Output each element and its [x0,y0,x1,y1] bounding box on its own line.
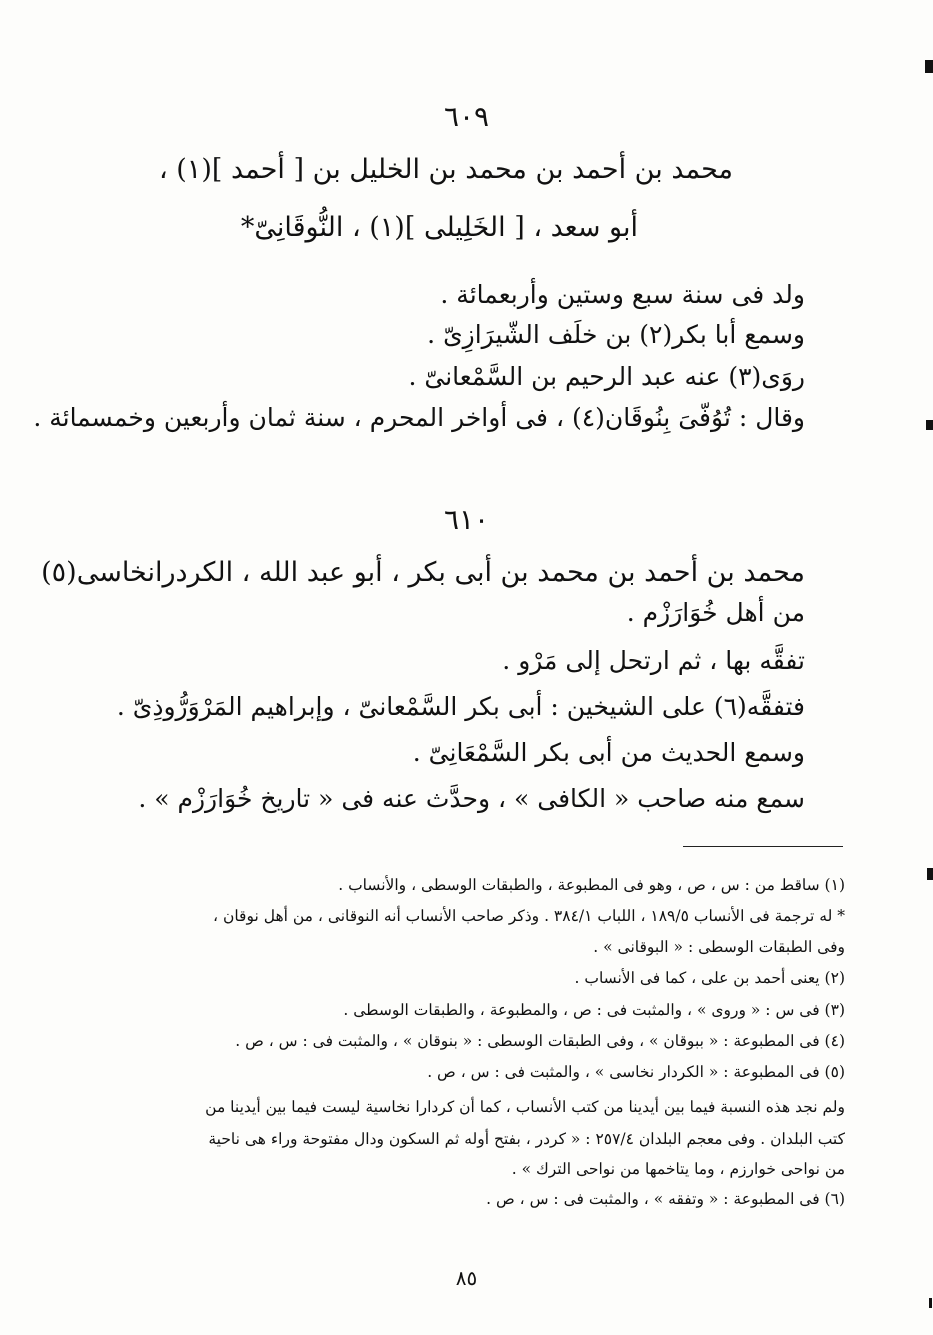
footnote: (٥) فى المطبوعة : « الكردار نخاسى » ، والمثبت فى : س ، ص . [427,1063,845,1081]
entry-609-heading-line2: أبو سعد ، [ الخَلِيلى ](١) ، النُّوقَانِىّ* [240,212,638,243]
scan-mark [926,420,933,430]
entry-609-heading-line1: محمد بن أحمد بن محمد بن الخليل بن [ أحمد ](١) ، [158,154,733,185]
entry-number-609: ٦٠٩ [443,100,490,133]
entry-609-line: ولد فى سنة سبع وستين وأربعمائة . [440,280,805,309]
footnote: من نواحى خوارزم ، وما يتاخمها من نواحى الترك » . [511,1160,845,1178]
entry-610-line: سمع منه صاحب « الكافى » ، وحدَّث عنه فى « تاريخ خُوَارَزْم » . [138,784,805,813]
footnote: كتب البلدان . وفى معجم البلدان ٢٥٧/٤ : « كردر ، بفتح أوله ثم السكون ودال مفتوحة وراء هى ناحية [208,1130,845,1148]
footnote: (٦) فى المطبوعة : « وتفقه » ، والمثبت فى : س ، ص . [486,1190,845,1208]
footnote: (٢) يعنى أحمد بن على ، كما فى الأنساب . [574,969,845,987]
entry-610-line: وسمع الحديث من أبى بكر السَّمْعَانِىّ . [412,738,805,767]
entry-609-line: روَى(٣) عنه عبد الرحيم بن السَّمْعانىّ . [408,362,805,391]
entry-610-heading: محمد بن أحمد بن محمد بن أبى بكر ، أبو عبد الله ، الكردرانخاسى(٥) [41,557,805,588]
footnote: (١) ساقط من : س ، ص ، وهو فى المطبوعة ، والطبقات الوسطى ، والأنساب . [338,876,845,894]
footnote: (٣) فى س : « وروى » ، والمثبت فى : ص ، والمطبوعة ، والطبقات الوسطى . [343,1001,845,1019]
footnote: * له ترجمة فى الأنساب ١٨٩/٥ ، اللباب ٣٨٤/١ . وذكر صاحب الأنساب أنه النوقانى ، من أهل نوقان ، [213,907,845,925]
scan-mark [927,868,933,880]
entry-609-line: وسمع أبا بكر(٢) بن خلَف الشّيرَازِىّ . [427,320,805,349]
footnote: ولم نجد هذه النسبة فيما بين أيدينا من كتب الأنساب ، كما أن كردارا نخاسية ليست فيما بين أيدينا من [205,1098,845,1116]
entry-number-610: ٦١٠ [443,503,490,536]
footnote: وفى الطبقات الوسطى : « البوقانى » . [593,938,845,956]
scan-mark [925,60,933,73]
entry-610-line: فتفقَّه(٦) على الشيخين : أبى بكر السَّمْعانىّ ، وإبراهيم المَرْوَرُّوذِىّ . [116,692,805,721]
entry-610-line: من أهل خُوَارَزْم . [626,598,805,627]
entry-609-line: وقال : تُوُفّىَ بِنُوقَان(٤) ، فى أواخر المحرم ، سنة ثمان وأربعين وخمسمائة . [33,403,805,432]
footnote-separator [683,846,843,847]
page-number: ٨٥ [455,1266,478,1290]
entry-610-line: تفقَّه بها ، ثم ارتحل إلى مَرْو . [502,646,805,675]
footnote: (٤) فى المطبوعة : « ببوقان » ، وفى الطبقات الوسطى : « بنوقان » ، والمثبت فى : س ، ص . [235,1032,845,1050]
scan-mark [929,1298,932,1308]
